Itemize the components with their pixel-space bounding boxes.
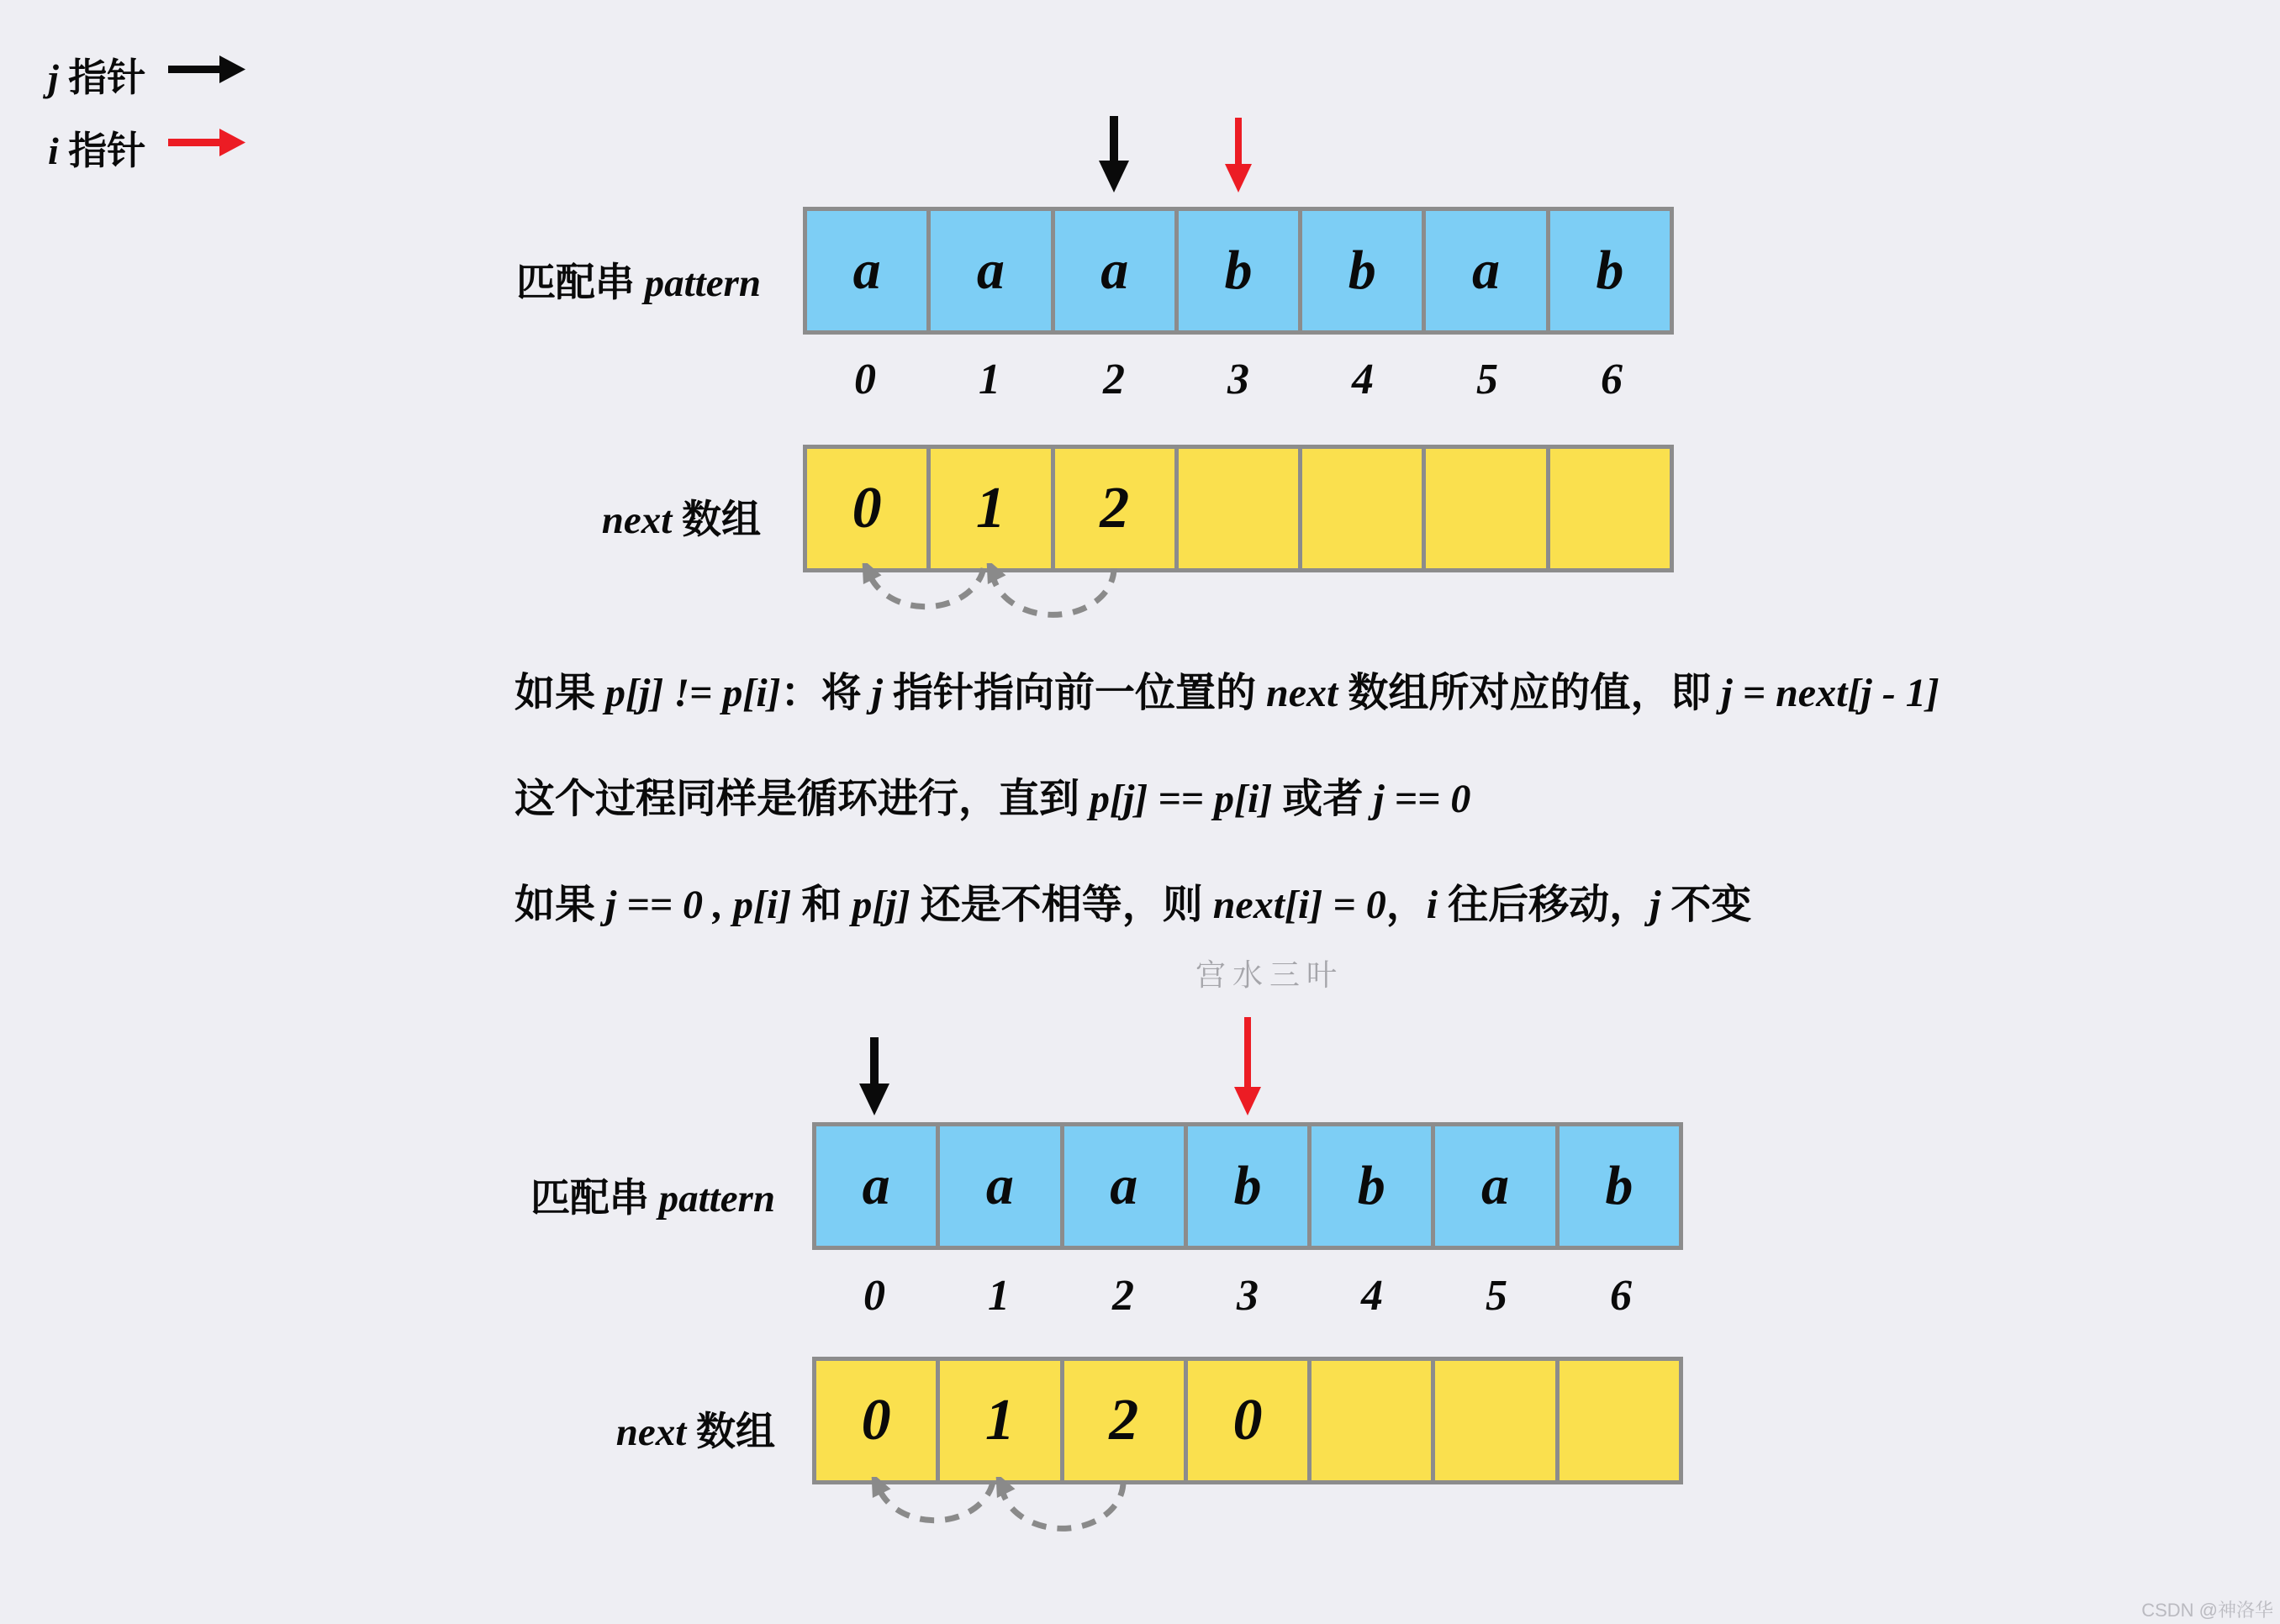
- pattern-cell: b: [1550, 211, 1670, 330]
- next-cell: 2: [1055, 449, 1174, 568]
- next-cell: [1312, 1361, 1431, 1480]
- bottom-next-row: [812, 1357, 1683, 1484]
- next-cell: 0: [807, 449, 926, 568]
- i-pointer-right-arrow-icon: [168, 125, 245, 159]
- top-index-row: [803, 355, 1674, 404]
- bottom-pattern-row: [812, 1122, 1683, 1250]
- pattern-cell: a: [1064, 1126, 1184, 1246]
- j-pointer-down-arrow-icon: [856, 1037, 893, 1116]
- center-watermark: 宫水三叶: [1195, 958, 1344, 992]
- index-label: 2: [1103, 356, 1125, 403]
- next-cell: [1560, 1361, 1679, 1480]
- next-cell: 1: [931, 449, 1050, 568]
- next-cell: 0: [816, 1361, 936, 1480]
- pattern-cell: b: [1560, 1126, 1679, 1246]
- bottom-index-row: [812, 1271, 1683, 1321]
- pattern-cell: a: [1435, 1126, 1554, 1246]
- explanation-line-2: 这个过程同样是循环进行，直到 p[j] == p[i] 或者 j == 0: [515, 777, 1471, 821]
- pattern-cell: b: [1188, 1126, 1307, 1246]
- bottom-pointer-arrow-layer: [812, 1012, 1683, 1116]
- next-cell: 0: [1188, 1361, 1307, 1480]
- corner-watermark: CSDN @神洛华: [2141, 1600, 2273, 1621]
- pattern-cell: a: [1055, 211, 1174, 330]
- top-pattern-label: 匹配串 pattern: [515, 261, 761, 305]
- index-label: 4: [1352, 356, 1374, 403]
- explanation-line-1: 如果 p[j] != p[i]：将 j 指针指向前一位置的 next 数组所对应的值，即 j = next[j - 1]: [515, 671, 1940, 715]
- bottom-backtrack-arcs: [812, 1477, 1190, 1574]
- pattern-cell: a: [1426, 211, 1545, 330]
- top-next-label: next 数组: [601, 498, 761, 542]
- index-label: 1: [988, 1272, 1010, 1320]
- top-backtrack-arcs: [803, 563, 1181, 660]
- next-cell: [1550, 449, 1670, 568]
- top-pattern-row: [803, 207, 1674, 335]
- index-label: 0: [863, 1272, 885, 1320]
- index-label: 1: [979, 356, 1000, 403]
- index-label: 0: [854, 356, 876, 403]
- pattern-cell: b: [1312, 1126, 1431, 1246]
- i-pointer-down-arrow-icon: [1222, 118, 1255, 193]
- next-cell: [1179, 449, 1298, 568]
- index-label: 2: [1112, 1272, 1134, 1320]
- next-cell: 2: [1064, 1361, 1184, 1480]
- j-pointer-right-arrow-icon: [168, 52, 245, 86]
- bottom-next-label: next 数组: [615, 1410, 775, 1454]
- next-cell: [1426, 449, 1545, 568]
- legend-i-pointer-label: i 指针: [48, 129, 146, 172]
- index-label: 5: [1486, 1272, 1507, 1320]
- bottom-pattern-label: 匹配串 pattern: [530, 1177, 775, 1221]
- j-pointer-down-arrow-icon: [1095, 116, 1132, 193]
- top-pointer-arrow-layer: [803, 113, 1674, 193]
- legend-j-pointer-label: j 指针: [48, 56, 146, 99]
- top-next-row: [803, 445, 1674, 572]
- pattern-cell: a: [816, 1126, 936, 1246]
- index-label: 3: [1227, 356, 1249, 403]
- next-cell: [1302, 449, 1422, 568]
- pattern-cell: b: [1179, 211, 1298, 330]
- index-label: 3: [1237, 1272, 1259, 1320]
- index-label: 6: [1610, 1272, 1632, 1320]
- pattern-cell: b: [1302, 211, 1422, 330]
- explanation-line-3: 如果 j == 0 , p[i] 和 p[j] 还是不相等，则 next[i] = 0，i 往后移动，j 不变: [515, 883, 1752, 927]
- i-pointer-down-arrow-icon: [1231, 1017, 1264, 1116]
- index-label: 4: [1361, 1272, 1383, 1320]
- pattern-cell: a: [940, 1126, 1059, 1246]
- pattern-cell: a: [807, 211, 926, 330]
- pattern-cell: a: [931, 211, 1050, 330]
- index-label: 6: [1601, 356, 1623, 403]
- next-cell: [1435, 1361, 1554, 1480]
- index-label: 5: [1476, 356, 1498, 403]
- next-cell: 1: [940, 1361, 1059, 1480]
